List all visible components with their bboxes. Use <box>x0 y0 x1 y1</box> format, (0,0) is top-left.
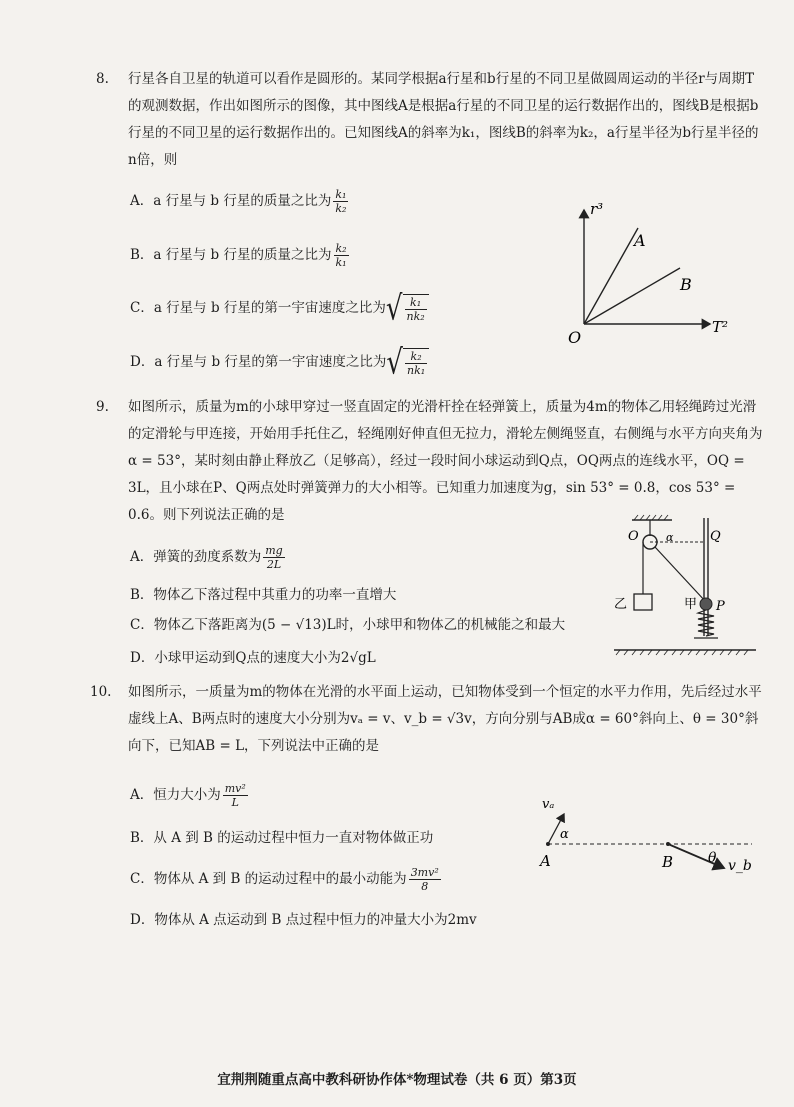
origin-label: O <box>568 328 582 347</box>
q8-graph <box>560 198 760 348</box>
label-o: O <box>628 529 639 544</box>
label-yi: 乙 <box>614 597 628 612</box>
question-stem: 行星各自卫星的轨道可以看作是圆形的。某同学根据a行星和b行星的不同卫星做圆周运动的半径r与周期T的观测数据，作出如图所示的图像，其中图线A是根据a行星的不同卫星的运行数据作出的，图线B是根据b行星的不同卫星的运行数据作出的。已知图线A的斜率为k₁，图线B的斜率为k₂，a行星半径为b行星半径的n倍，则 <box>128 71 759 168</box>
q8-option-c: C．a 行星与 b 行星的第一宇宙速度之比为 √ $\frac{\text{k₁}}{\text{nk₂}}$ <box>130 294 429 323</box>
question-number: 8. <box>96 71 109 87</box>
label-q: Q <box>710 529 721 544</box>
y-axis-label: r³ <box>590 200 604 218</box>
q9-option-a: A．弹簧的劲度系数为 $\frac{mg}{2L}$ <box>130 544 283 571</box>
question-stem: 如图所示，一质量为m的物体在光滑的水平面上运动，已知物体受到一个恒定的水平力作用，先后经过水平虚线上A、B两点时的速度大小分别为vₐ = v、v_b = √3v，方向分别与AB成α = 60°斜向上、θ = 30°斜向下，已知AB = L，下列说法中正确的是 <box>128 684 762 754</box>
q9-option-b: B．物体乙下落过程中其重力的功率一直增大 <box>130 587 397 603</box>
q9-figure <box>600 514 760 662</box>
q8-option-d: D．a 行星与 b 行星的第一宇宙速度之比为 √ $\frac{\text{k₂}}{\text{nk₁}}$ <box>130 348 429 377</box>
line-a <box>584 228 638 324</box>
label-b: B <box>662 853 674 871</box>
label-va: vₐ <box>542 797 555 812</box>
x-axis-label: T² <box>712 318 729 336</box>
label-vb: v_b <box>728 858 752 874</box>
line-a-label: A <box>634 231 646 250</box>
label-a: A <box>540 852 551 870</box>
q10-option-a: A．恒力大小为 $\frac{\text{mv²}}{L}$ <box>130 782 246 809</box>
q10-figure <box>530 790 770 880</box>
q10-option-c: C．物体从 A 到 B 的运动过程中的最小动能为 $\frac{\text{3mv²}}{8}$ <box>130 866 439 893</box>
block-yi <box>634 594 652 610</box>
spring <box>698 610 714 636</box>
label-alpha: α <box>560 827 569 842</box>
question-10 <box>90 679 763 760</box>
q10-option-b: B．从 A 到 B 的运动过程中恒力一直对物体做正功 <box>130 830 434 846</box>
label-p: P <box>716 599 725 614</box>
question-9 <box>96 394 763 529</box>
q8-option-a: A．a 行星与 b 行星的质量之比为 $\frac{\text{k₁}}{\text{k₂}}$ <box>130 188 347 215</box>
question-number: 10. <box>90 684 112 700</box>
q9-option-d: D．小球甲运动到Q点的速度大小为2√gL <box>130 650 376 666</box>
page-footer: 宜荆荆随重点高中教科研协作体*物理试卷（共 6 页）第3页 <box>217 1072 577 1088</box>
question-number: 9. <box>96 399 109 415</box>
ball-jia <box>700 598 712 610</box>
q8-option-b: B．a 行星与 b 行星的质量之比为 $\frac{\text{k₂}}{\text{k₁}}$ <box>130 242 347 269</box>
question-stem: 如图所示，质量为m的小球甲穿过一竖直固定的光滑杆拴在轻弹簧上，质量为4m的物体乙用轻绳跨过光滑的定滑轮与甲连接，开始用手托住乙，轻绳刚好伸直但无拉力，滑轮左侧绳竖直，右侧绳与水平方向夹角为α = 53°，某时刻由静止释放乙（足够高），经过一段时间小球运动到Q点，OQ两点的连线水平，OQ = 3L，且小球在P、Q两点处时弹簧弹力的大小相等。已知重力加速度为g，sin 53° = 0.8，cos 53° = 0.6。则下列说法正确的是 <box>128 399 763 523</box>
q9-option-c: C．物体乙下落距离为(5 − √13)L时，小球甲和物体乙的机械能之和最大 <box>130 617 566 633</box>
line-b <box>584 268 680 324</box>
line-b-label: B <box>680 275 692 294</box>
q10-option-d: D．物体从 A 点运动到 B 点过程中恒力的冲量大小为2mv <box>130 912 477 928</box>
question-8 <box>96 66 763 174</box>
label-theta: θ <box>708 850 717 866</box>
label-alpha: α <box>666 531 674 544</box>
label-jia: 甲 <box>684 597 698 612</box>
